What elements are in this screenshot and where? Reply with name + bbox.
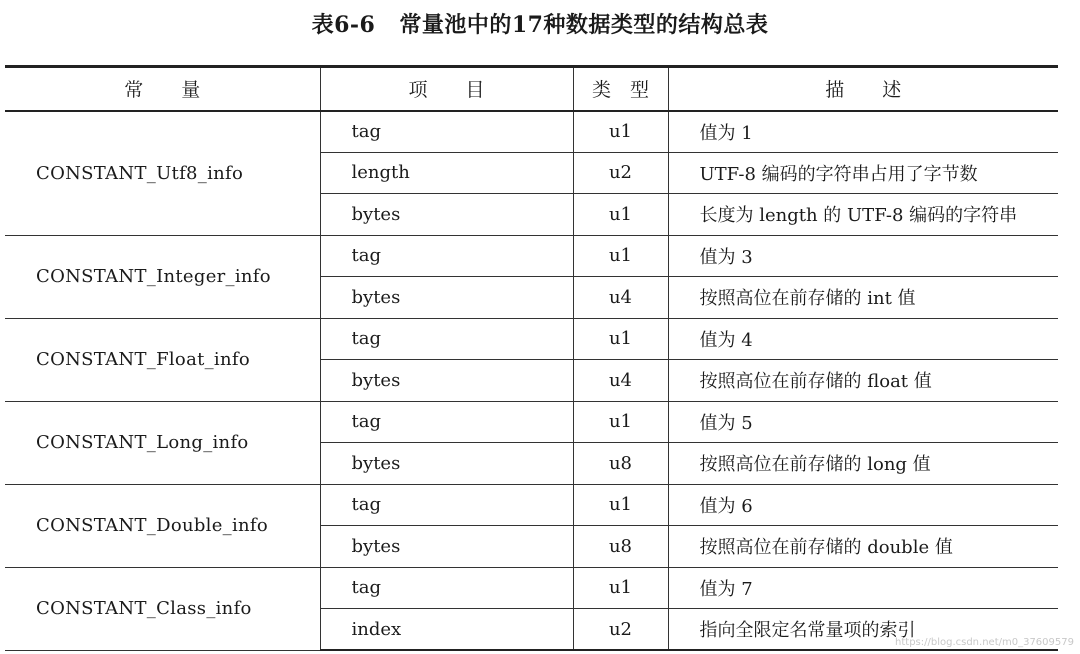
type-cell: u8 [573,526,668,568]
type-cell: u4 [573,277,668,319]
description-cell: 指向全限定名常量项的索引 [668,609,1058,651]
description-cell: 按照高位在前存储的 float 值 [668,360,1058,402]
description-cell: 值为 7 [668,567,1058,609]
header-type: 类 型 [573,67,668,111]
description-cell: UTF-8 编码的字符串占用了字节数 [668,152,1058,194]
item-cell: tag [320,401,573,443]
table-row [5,401,1058,443]
constant-name: CONSTANT_Long_info [5,401,320,484]
item-cell: bytes [320,194,573,236]
item-cell: tag [320,567,573,609]
type-cell: u4 [573,360,668,402]
type-cell: u1 [573,235,668,277]
header-row [5,67,1058,111]
table-row [5,567,1058,609]
item-cell: index [320,609,573,651]
type-cell: u2 [573,152,668,194]
description-cell: 按照高位在前存储的 long 值 [668,443,1058,485]
table-row [5,111,1058,153]
type-cell: u1 [573,484,668,526]
description-cell: 按照高位在前存储的 int 值 [668,277,1058,319]
table-caption: 常量池中的17种数据类型的结构总表 [399,12,769,38]
item-cell: tag [320,111,573,153]
item-cell: bytes [320,443,573,485]
type-cell: u8 [573,443,668,485]
constant-name: CONSTANT_Utf8_info [5,111,320,236]
description-cell: 值为 1 [668,111,1058,153]
constant-name: CONSTANT_Float_info [5,318,320,401]
item-cell: bytes [320,526,573,568]
type-cell: u1 [573,111,668,153]
type-cell: u2 [573,609,668,651]
description-cell: 值为 5 [668,401,1058,443]
header-item: 项 目 [320,67,573,111]
constant-pool-table [5,65,1058,651]
item-cell: tag [320,318,573,360]
type-cell: u1 [573,401,668,443]
type-cell: u1 [573,567,668,609]
item-cell: length [320,152,573,194]
header-description: 描 述 [668,67,1058,111]
table-number: 表6-6 [311,12,376,38]
description-cell: 值为 4 [668,318,1058,360]
watermark-url: https://blog.csdn.net/m0_37609579 [895,637,1074,648]
header-constant: 常 量 [5,67,320,111]
item-cell: bytes [320,360,573,402]
table-title [0,8,1080,39]
item-cell: tag [320,235,573,277]
table-row [5,235,1058,277]
type-cell: u1 [573,194,668,236]
item-cell: bytes [320,277,573,319]
type-cell: u1 [573,318,668,360]
item-cell: tag [320,484,573,526]
description-cell: 值为 3 [668,235,1058,277]
description-cell: 值为 6 [668,484,1058,526]
constant-name: CONSTANT_Integer_info [5,235,320,318]
constant-name: CONSTANT_Double_info [5,484,320,567]
description-cell: 按照高位在前存储的 double 值 [668,526,1058,568]
description-cell: 长度为 length 的 UTF-8 编码的字符串 [668,194,1058,236]
constant-name: CONSTANT_Class_info [5,567,320,650]
table-row [5,318,1058,360]
table-row [5,484,1058,526]
